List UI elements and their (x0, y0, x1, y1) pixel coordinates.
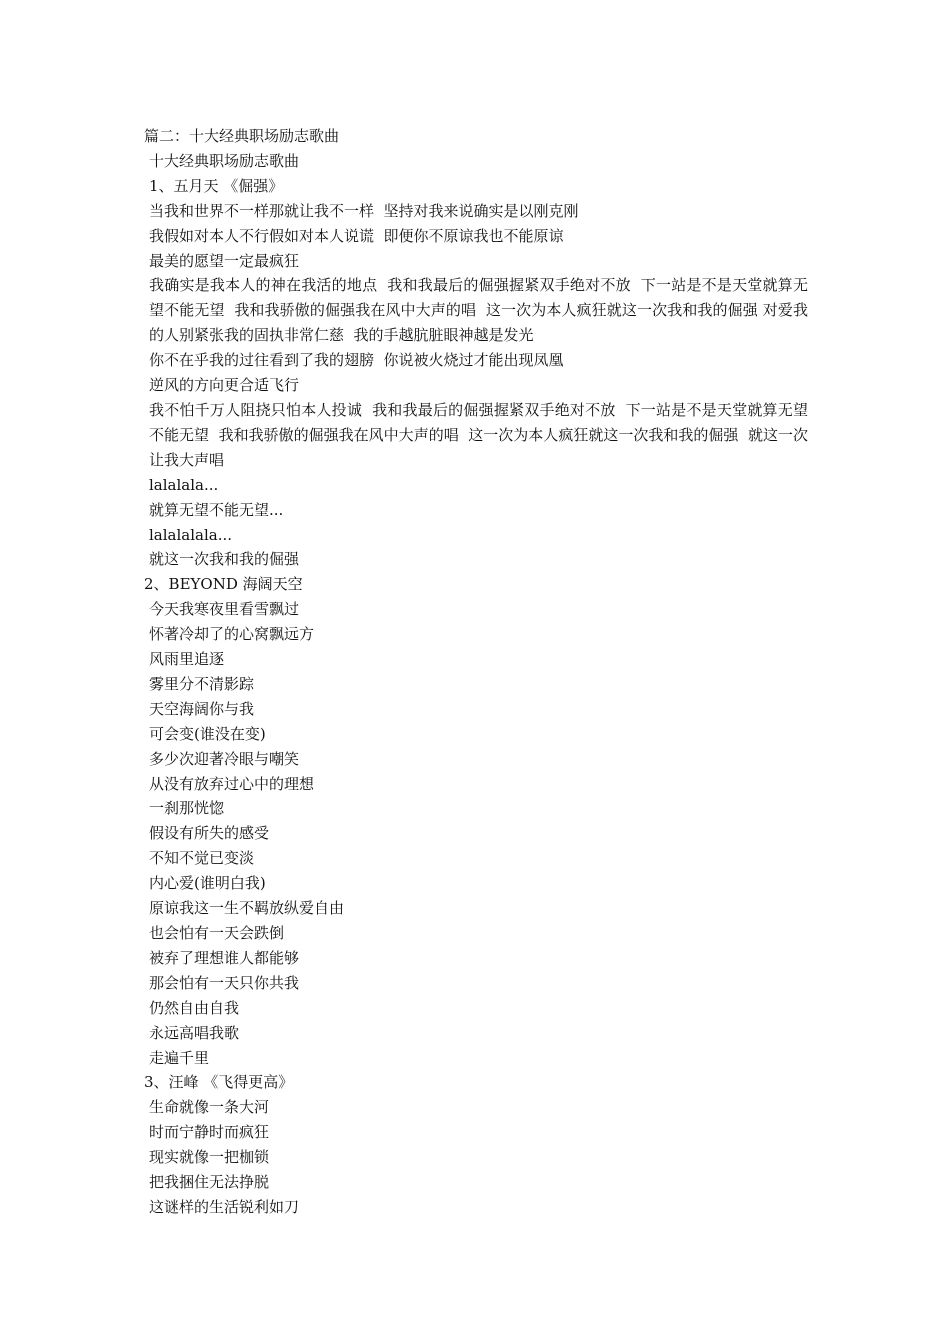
lyric-paragraph: 我不怕千万人阻挠只怕本人投诚 我和我最后的倔强握紧双手绝对不放 下一站是不是天堂就算无望不能无望 我和我骄傲的倔强我在风中大声的唱 这一次为本人疯狂就这一次我和我的倔强 就这一次让我大声唱 (149, 400, 808, 469)
lyric-line: lalalalala... (149, 525, 233, 544)
lyric-line: 我假如对本人不行假如对本人说谎 即便你不原谅我也不能原谅 (149, 226, 564, 245)
lyric-line: 不知不觉已变淡 (149, 849, 255, 868)
lyric-line: 你不在乎我的过往看到了我的翅膀 你说被火烧过才能出现凤凰 (149, 351, 564, 370)
lyric-line: 内心爱(谁明白我) (149, 874, 266, 893)
lyric-line: 一刹那恍惚 (149, 799, 225, 818)
song-heading: 3、汪峰 《飞得更高》 (144, 1073, 294, 1092)
lyric-line: 现实就像一把枷锁 (149, 1148, 270, 1167)
lyric-line: 多少次迎著冷眼与嘲笑 (149, 749, 300, 768)
lyric-line: 也会怕有一天会跌倒 (149, 924, 285, 942)
lyric-line: 被弃了理想谁人都能够 (149, 948, 300, 967)
lyric-line: lalalala... (149, 475, 219, 494)
lyric-line: 从没有放弃过心中的理想 (149, 774, 315, 793)
lyric-line: 原谅我这一生不羁放纵爱自由 (149, 899, 345, 918)
lyric-line: 这谜样的生活锐利如刀 (149, 1197, 300, 1216)
lyric-paragraph: 我确实是我本人的神在我活的地点 我和我最后的倔强握紧双手绝对不放 下一站是不是天堂就算无望不能无望 我和我骄傲的倔强我在风中大声的唱 这一次为本人疯狂就这一次我和我的倔强 对爱我的人别紧张我的固执非常仁慈 我的手越肮脏眼神越是发光 (149, 276, 808, 345)
lyric-line: 可会变(谁没在变) (149, 724, 266, 743)
lyric-line: 走遍千里 (149, 1048, 210, 1067)
song-block (144, 1070, 808, 1219)
lyric-line: 就这一次我和我的倔强 (149, 550, 300, 569)
song-block (144, 572, 808, 1070)
lyric-line: 雾里分不清影踪 (149, 674, 255, 693)
lyric-line: 今天我寒夜里看雪飘过 (149, 600, 300, 619)
lyric-line: 就算无望不能无望... (149, 500, 284, 519)
lyric-line: 把我捆住无法挣脱 (149, 1173, 270, 1192)
lyric-line: 天空海阔你与我 (149, 699, 255, 718)
lyric-line: 逆风的方向更合适飞行 (149, 376, 300, 395)
song-block (144, 174, 808, 573)
document-body (144, 124, 808, 1220)
section-heading: 篇二：十大经典职场励志歌曲 (144, 127, 340, 145)
lyric-line: 时而宁静时而疯狂 (149, 1123, 270, 1142)
lyric-line: 风雨里追逐 (149, 650, 225, 669)
lyric-line: 永远高唱我歌 (149, 1023, 240, 1042)
document-subtitle: 十大经典职场励志歌曲 (149, 151, 300, 170)
lyric-line: 假设有所失的感受 (149, 824, 270, 843)
lyric-line: 那会怕有一天只你共我 (149, 973, 300, 992)
lyric-line: 怀著冷却了的心窝飘远方 (149, 625, 315, 644)
song-heading: 2、BEYOND 海阔天空 (144, 575, 303, 594)
song-heading: 1、五月天 《倔强》 (149, 176, 284, 195)
lyric-line: 生命就像一条大河 (149, 1098, 270, 1117)
lyric-line: 当我和世界不一样那就让我不一样 坚持对我来说确实是以刚克刚 (149, 201, 579, 220)
lyric-line: 最美的愿望一定最疯狂 (149, 251, 300, 270)
lyric-line: 仍然自由自我 (149, 998, 240, 1017)
